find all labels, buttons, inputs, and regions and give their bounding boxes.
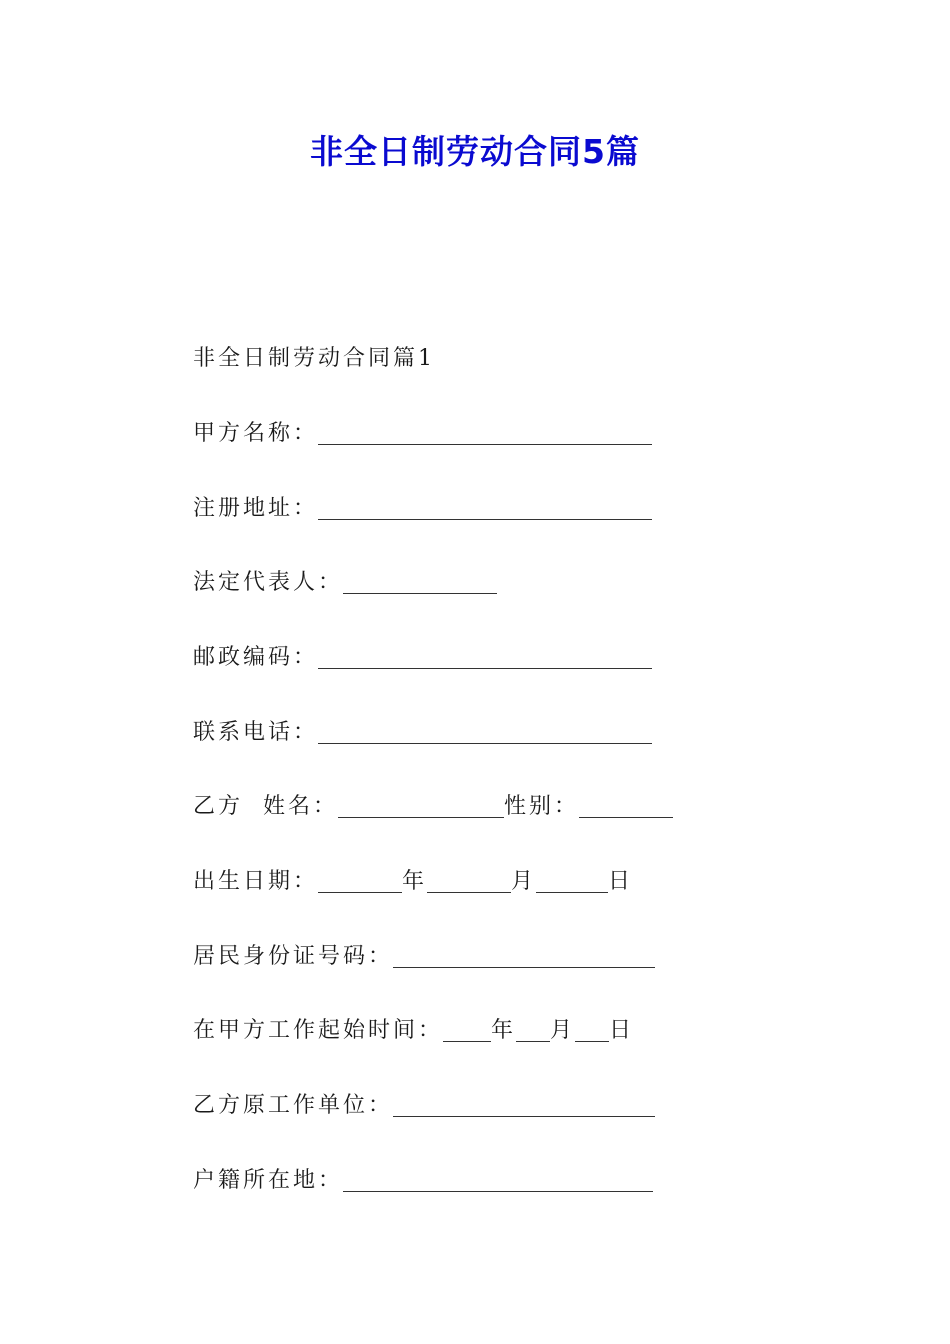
former-employer-blank[interactable]: [393, 1094, 655, 1117]
contact-phone-row: [193, 718, 652, 748]
registered-address-blank[interactable]: [318, 497, 652, 520]
birth-month-blank[interactable]: [427, 870, 511, 893]
section-heading: 非全日制劳动合同篇1: [193, 346, 435, 371]
start-date-label: 在甲方工作起始时间：: [193, 1018, 444, 1043]
contact-phone-blank[interactable]: [318, 721, 652, 744]
month-unit: 月: [550, 1018, 576, 1043]
former-employer-label: 乙方原工作单位：: [193, 1093, 394, 1118]
legal-representative-label: 法定代表人：: [193, 570, 344, 595]
legal-representative-blank[interactable]: [343, 571, 497, 594]
day-unit: 日: [608, 869, 634, 894]
household-registration-blank[interactable]: [343, 1169, 653, 1192]
party-b-row: [193, 792, 673, 822]
start-date-row: [193, 1016, 634, 1046]
year-unit: 年: [402, 869, 428, 894]
id-number-row: [193, 942, 655, 972]
registered-address-label: 注册地址：: [193, 496, 319, 521]
registered-address-row: [193, 494, 652, 524]
contact-phone-label: 联系电话：: [193, 720, 319, 745]
start-month-blank[interactable]: [516, 1019, 550, 1042]
legal-representative-row: [193, 568, 497, 598]
party-a-name-label: 甲方名称：: [193, 421, 319, 446]
party-a-name-row: [193, 419, 652, 449]
start-year-blank[interactable]: [443, 1019, 491, 1042]
postal-code-row: [193, 643, 652, 673]
page-title: 非全日制劳动合同5篇: [310, 132, 640, 171]
gender-blank[interactable]: [579, 795, 673, 818]
postal-code-label: 邮政编码：: [193, 645, 319, 670]
birth-year-blank[interactable]: [318, 870, 402, 893]
household-registration-row: [193, 1166, 653, 1196]
day-unit: 日: [609, 1018, 635, 1043]
party-b-name-label: 乙方 姓名：: [193, 794, 338, 819]
year-unit: 年: [491, 1018, 517, 1043]
birth-date-row: [193, 867, 633, 897]
party-b-name-blank[interactable]: [338, 795, 504, 818]
birth-day-blank[interactable]: [536, 870, 608, 893]
gender-label: 性别：: [504, 794, 580, 819]
month-unit: 月: [511, 869, 537, 894]
party-a-name-blank[interactable]: [318, 422, 652, 445]
id-number-label: 居民身份证号码：: [193, 944, 394, 969]
start-day-blank[interactable]: [575, 1019, 609, 1042]
former-employer-row: [193, 1091, 655, 1121]
household-registration-label: 户籍所在地：: [193, 1168, 344, 1193]
id-number-blank[interactable]: [393, 945, 655, 968]
postal-code-blank[interactable]: [318, 646, 652, 669]
birth-date-label: 出生日期：: [193, 869, 319, 894]
